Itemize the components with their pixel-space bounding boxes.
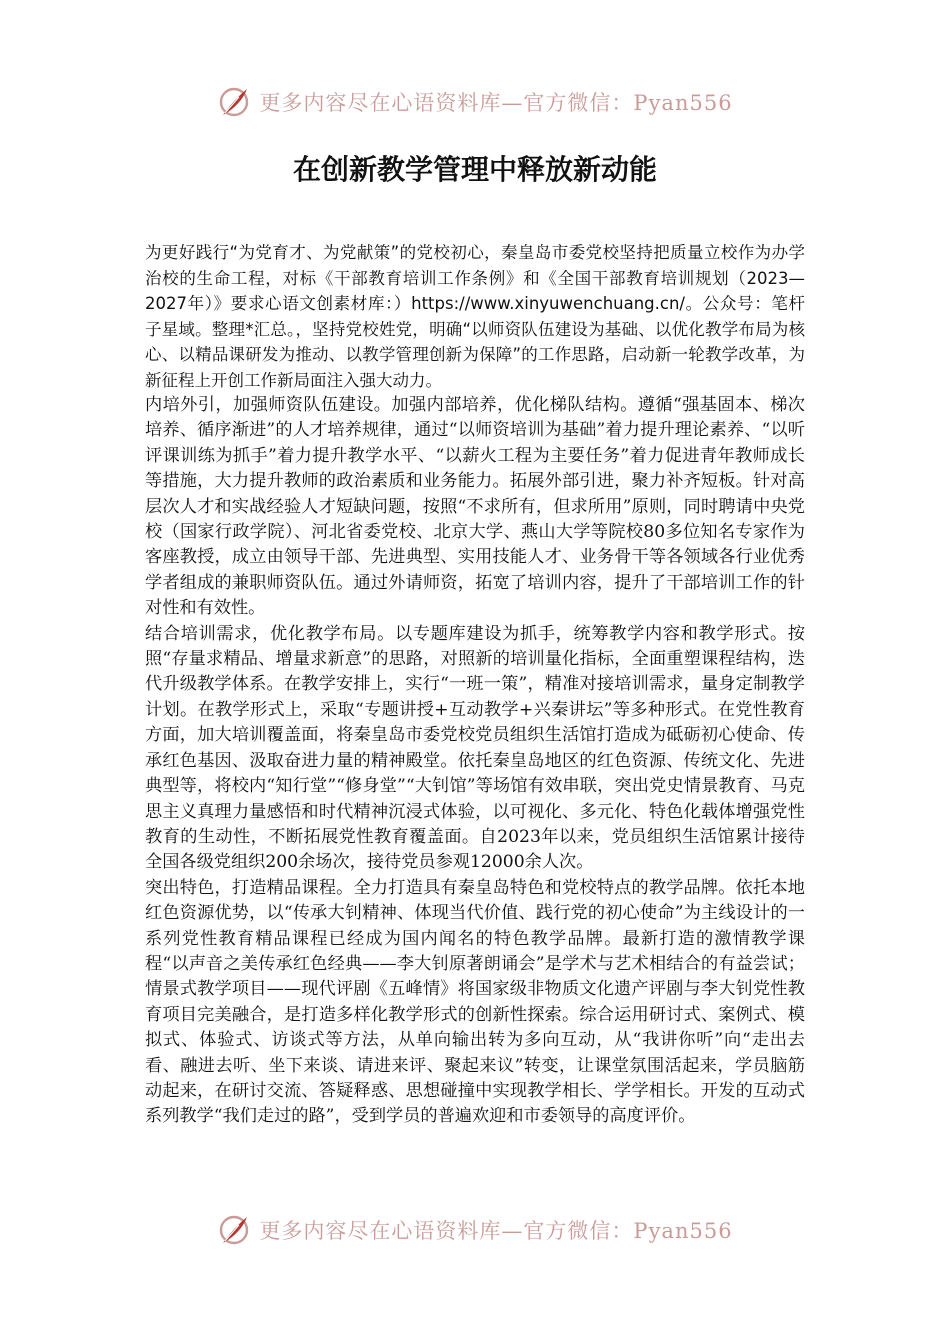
header-watermark [0, 80, 950, 124]
quill-pen-icon [217, 85, 251, 119]
body-paragraph: 内培外引，加强师资队伍建设。加强内部培养，优化梯队结构。遵循“强基固本、梯次培养、循序渐进”的人才培养规律，通过“以师资培训为基础”着力提升理论素养、“以听评课训练为抓手”着力提升教学水平、“以薪火工程为主要任务”着力促进青年教师成长等措施，大力提升教师的政治素质和业务能力。拓展外部引进，聚力补齐短板。针对高层次人才和实战经验人才短缺问题，按照“不求所有，但求所用”原则，同时聘请中央党校（国家行政学院）、河北省委党校、北京大学、燕山大学等院校80多位知名专家作为客座教授，成立由领导干部、先进典型、实用技能人才、业务骨干等各领域各行业优秀学者组成的兼职师资队伍。通过外请师资，拓宽了培训内容，提升了干部培训工作的针对性和有效性。 [145, 395, 805, 619]
body-paragraph: 结合培训需求，优化教学布局。以专题库建设为抓手，统筹教学内容和教学形式。按照“存量求精品、增量求新意”的思路，对照新的培训量化指标，全面重塑课程结构，迭代升级教学体系。在教学安排上，实行“一班一策”，精准对接培训需求，量身定制教学计划。在教学形式上，采取“专题讲授+互动教学+兴秦讲坛”等多种形式。在党性教育方面，加大培训覆盖面，将秦皇岛市委党校党员组织生活馆打造成为砥砺初心使命、传承红色基因、汲取奋进力量的精神殿堂。依托秦皇岛地区的红色资源、传统文化、先进典型等，将校内“知行堂”“修身堂”“大钊馆”等场馆有效串联，突出党史情景教育、马克思主义真理力量感悟和时代精神沉浸式体验，以可视化、多元化、特色化载体增强党性教育的生动性，不断拓展党性教育覆盖面。自2023年以来，党员组织生活馆累计接待全国各级党组织200余场次，接待党员参观12000余人次。 [145, 623, 805, 873]
footer-watermark [0, 1208, 950, 1252]
document-body [145, 240, 805, 1130]
intro-paragraph: 为更好践行“为党育才、为党献策”的党校初心，秦皇岛市委党校坚持把质量立校作为办学治校的生命工程，对标《干部教育培训工作条例》和《全国干部教育培训规划（2023—2027年）》要求心语文创素材库：）https://www.xinyuwenchuang.cn/。公众号：笔杆子星域。整理*汇总。，坚持党校姓党，明确“以师资队伍建设为基础、以优化教学布局为核心、以精品课研发为推动、以教学管理创新为保障”的工作思路，启动新一轮教学改革，为新征程上开创工作新局面注入强大动力。 [145, 243, 805, 390]
quill-pen-icon [217, 1213, 251, 1247]
document-title: 在创新教学管理中释放新动能 [292, 153, 657, 186]
watermark-text: 更多内容尽在心语资料库—官方微信：Pyan556 [259, 91, 733, 115]
watermark-text: 更多内容尽在心语资料库—官方微信：Pyan556 [259, 1219, 733, 1243]
body-paragraph: 突出特色，打造精品课程。全力打造具有秦皇岛特色和党校特点的教学品牌。依托本地红色资源优势，以“传承大钊精神、体现当代价值、践行党的初心使命”为主线设计的一系列党性教育精品课程已经成为国内闻名的特色教学品牌。最新打造的激情教学课程“以声音之美传承红色经典——李大钊原著朗诵会”是学术与艺术相结合的有益尝试；情景式教学项目——现代评剧《五峰情》将国家级非物质文化遗产评剧与李大钊党性教育项目完美融合，是打造多样化教学形式的创新性探索。综合运用研讨式、案例式、模拟式、体验式、访谈式等方法，从单向输出转为多向互动，从“我讲你听”向“走出去看、融进去听、坐下来谈、请进来评、聚起来议”转变，让课堂氛围活起来，学员脑筋动起来，在研讨交流、答疑释惑、思想碰撞中实现教学相长、学学相长。开发的互动式系列教学“我们走过的路”，受到学员的普遍欢迎和市委领导的高度评价。 [145, 877, 805, 1127]
